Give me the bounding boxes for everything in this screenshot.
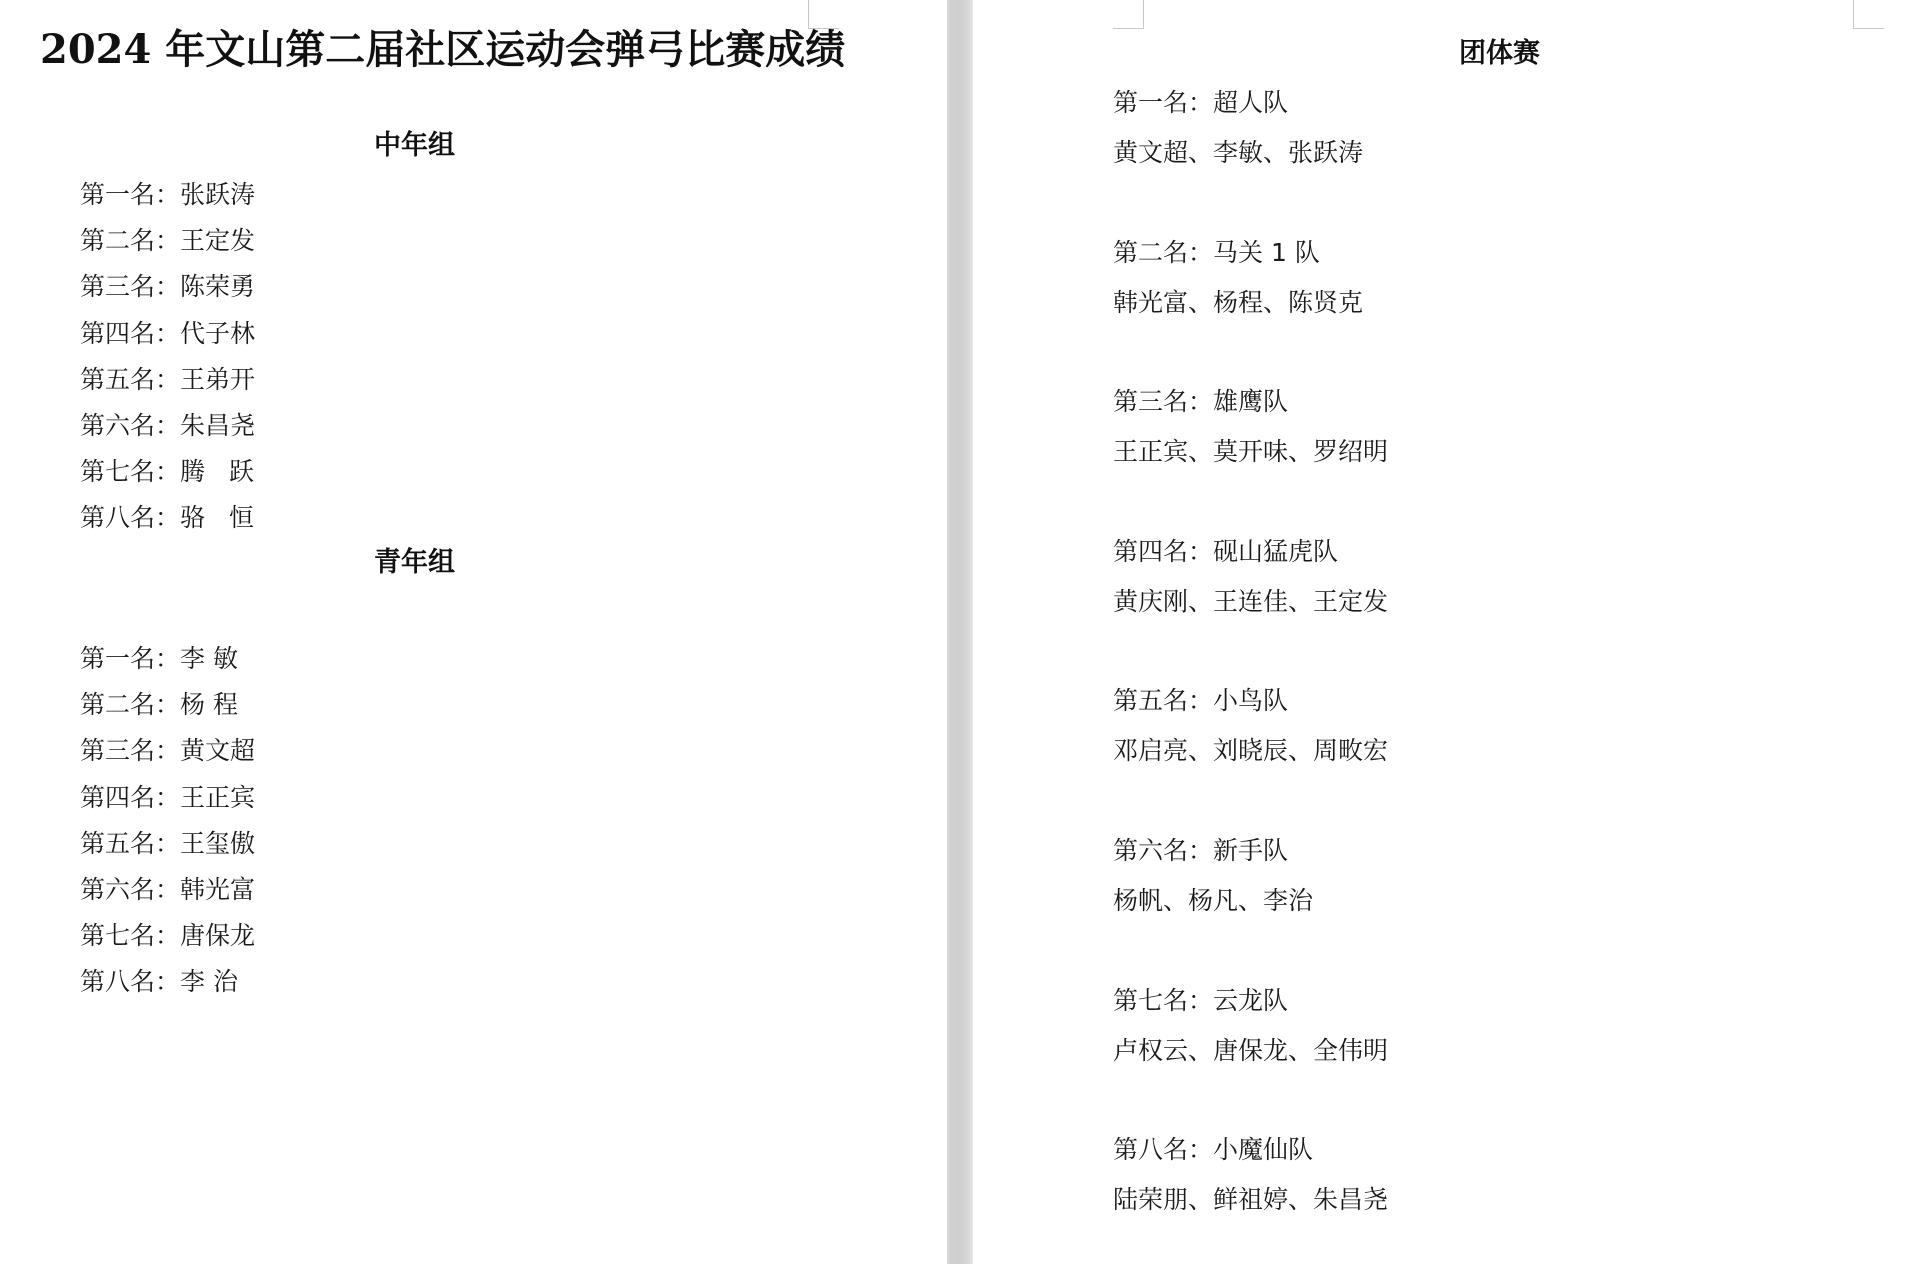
rank-label: 第四名： bbox=[1113, 536, 1214, 566]
rank-label: 第一名： bbox=[80, 644, 181, 673]
result-row bbox=[80, 733, 255, 779]
rank-label: 第五名： bbox=[1113, 686, 1214, 716]
rank-label: 第八名： bbox=[80, 967, 181, 997]
team-result-entry bbox=[1113, 683, 1388, 833]
player-name: 王弟开 bbox=[180, 364, 256, 394]
rank-label: 第三名： bbox=[1113, 387, 1214, 417]
team-members: 王正宾、莫开味、罗绍明 bbox=[1113, 437, 1389, 467]
youth-results-list bbox=[80, 641, 255, 1011]
rank-label: 第一名： bbox=[1113, 88, 1214, 117]
rank-label: 第六名： bbox=[1113, 835, 1214, 865]
rank-label: 第三名： bbox=[80, 272, 181, 302]
result-row bbox=[80, 177, 255, 223]
result-row bbox=[80, 316, 255, 362]
rank-label: 第四名： bbox=[80, 782, 181, 812]
page-corner-mark bbox=[1853, 0, 1884, 29]
result-row bbox=[80, 918, 255, 964]
team-name: 云龙队 bbox=[1213, 985, 1289, 1015]
team-rank-line bbox=[1113, 683, 1388, 733]
team-result-entry bbox=[1113, 384, 1388, 534]
player-name: 唐保龙 bbox=[180, 921, 256, 951]
rank-label: 第七名： bbox=[80, 921, 181, 951]
rank-label: 第七名： bbox=[80, 457, 181, 487]
document-page-left bbox=[0, 0, 947, 1264]
result-row bbox=[80, 500, 255, 546]
player-name: 骆 恒 bbox=[180, 503, 254, 533]
player-name: 黄文超 bbox=[180, 736, 256, 766]
player-name: 陈荣勇 bbox=[180, 272, 256, 302]
youth-group-heading: 青年组 bbox=[374, 547, 455, 578]
team-result-entry bbox=[1113, 534, 1388, 684]
rank-label: 第六名： bbox=[80, 410, 181, 440]
team-members: 黄庆刚、王连佳、王定发 bbox=[1113, 586, 1389, 616]
result-row bbox=[80, 641, 255, 687]
page-gutter bbox=[947, 0, 973, 1264]
player-name: 张跃涛 bbox=[180, 180, 256, 209]
team-event-heading: 团体赛 bbox=[1459, 38, 1540, 69]
rank-label: 第四名： bbox=[80, 318, 181, 348]
team-members: 杨帆、杨凡、李治 bbox=[1113, 885, 1314, 915]
team-result-entry bbox=[1113, 1132, 1388, 1264]
team-result-entry bbox=[1113, 85, 1388, 235]
team-rank-line bbox=[1113, 384, 1388, 434]
player-name: 朱昌尧 bbox=[180, 410, 256, 440]
result-row bbox=[80, 408, 255, 454]
rank-label: 第三名： bbox=[80, 736, 181, 766]
document-page-right bbox=[973, 0, 1920, 1264]
team-result-entry bbox=[1113, 983, 1388, 1133]
player-name: 代子林 bbox=[180, 318, 256, 348]
result-row bbox=[80, 223, 255, 269]
middle-age-group-heading: 中年组 bbox=[374, 130, 455, 161]
rank-label: 第二名： bbox=[1113, 237, 1214, 267]
team-members: 卢权云、唐保龙、全伟明 bbox=[1113, 1035, 1389, 1065]
team-rank-line bbox=[1113, 534, 1388, 584]
rank-label: 第五名： bbox=[80, 364, 181, 394]
result-row bbox=[80, 362, 255, 408]
team-result-entry bbox=[1113, 235, 1388, 385]
team-rank-line bbox=[1113, 833, 1388, 883]
team-name: 小魔仙队 bbox=[1213, 1135, 1314, 1165]
result-row bbox=[80, 826, 255, 872]
rank-label: 第八名： bbox=[80, 503, 181, 533]
rank-label: 第六名： bbox=[80, 874, 181, 904]
player-name: 王玺傲 bbox=[180, 828, 256, 858]
team-name: 新手队 bbox=[1213, 835, 1289, 865]
team-name: 小鸟队 bbox=[1213, 686, 1289, 716]
player-name: 王正宾 bbox=[180, 782, 256, 812]
team-results-list bbox=[1113, 85, 1388, 1264]
document-title: 2024 年文山第二届社区运动会弹弓比赛成绩 bbox=[40, 26, 846, 73]
rank-label: 第二名： bbox=[80, 226, 181, 256]
team-result-entry bbox=[1113, 833, 1388, 983]
page-corner-mark bbox=[1113, 0, 1144, 29]
player-name: 李 敏 bbox=[180, 644, 238, 673]
rank-label: 第八名： bbox=[1113, 1135, 1214, 1165]
result-row bbox=[80, 964, 255, 1010]
team-members: 邓启亮、刘晓辰、周畋宏 bbox=[1113, 736, 1389, 766]
rank-label: 第二名： bbox=[80, 690, 181, 720]
team-rank-line bbox=[1113, 1132, 1388, 1182]
player-name: 韩光富 bbox=[180, 874, 256, 904]
team-rank-line bbox=[1113, 235, 1388, 285]
team-members: 韩光富、杨程、陈贤克 bbox=[1113, 287, 1364, 317]
team-name: 马关 1 队 bbox=[1213, 237, 1320, 267]
result-row bbox=[80, 454, 255, 500]
team-rank-line bbox=[1113, 85, 1388, 135]
result-row bbox=[80, 687, 255, 733]
team-members: 黄文超、李敏、张跃涛 bbox=[1113, 138, 1364, 167]
result-row bbox=[80, 780, 255, 826]
player-name: 王定发 bbox=[180, 226, 256, 256]
team-members: 陆荣朋、鲜祖婷、朱昌尧 bbox=[1113, 1185, 1389, 1215]
player-name: 李 治 bbox=[180, 967, 238, 997]
result-row bbox=[80, 269, 255, 315]
middle-age-results-list bbox=[80, 177, 255, 547]
team-name: 砚山猛虎队 bbox=[1213, 536, 1339, 566]
rank-label: 第一名： bbox=[80, 180, 181, 209]
team-rank-line bbox=[1113, 983, 1388, 1033]
team-name: 雄鹰队 bbox=[1213, 387, 1289, 417]
team-name: 超人队 bbox=[1213, 88, 1289, 117]
player-name: 杨 程 bbox=[180, 690, 238, 720]
rank-label: 第七名： bbox=[1113, 985, 1214, 1015]
result-row bbox=[80, 872, 255, 918]
player-name: 腾 跃 bbox=[180, 457, 254, 487]
rank-label: 第五名： bbox=[80, 828, 181, 858]
